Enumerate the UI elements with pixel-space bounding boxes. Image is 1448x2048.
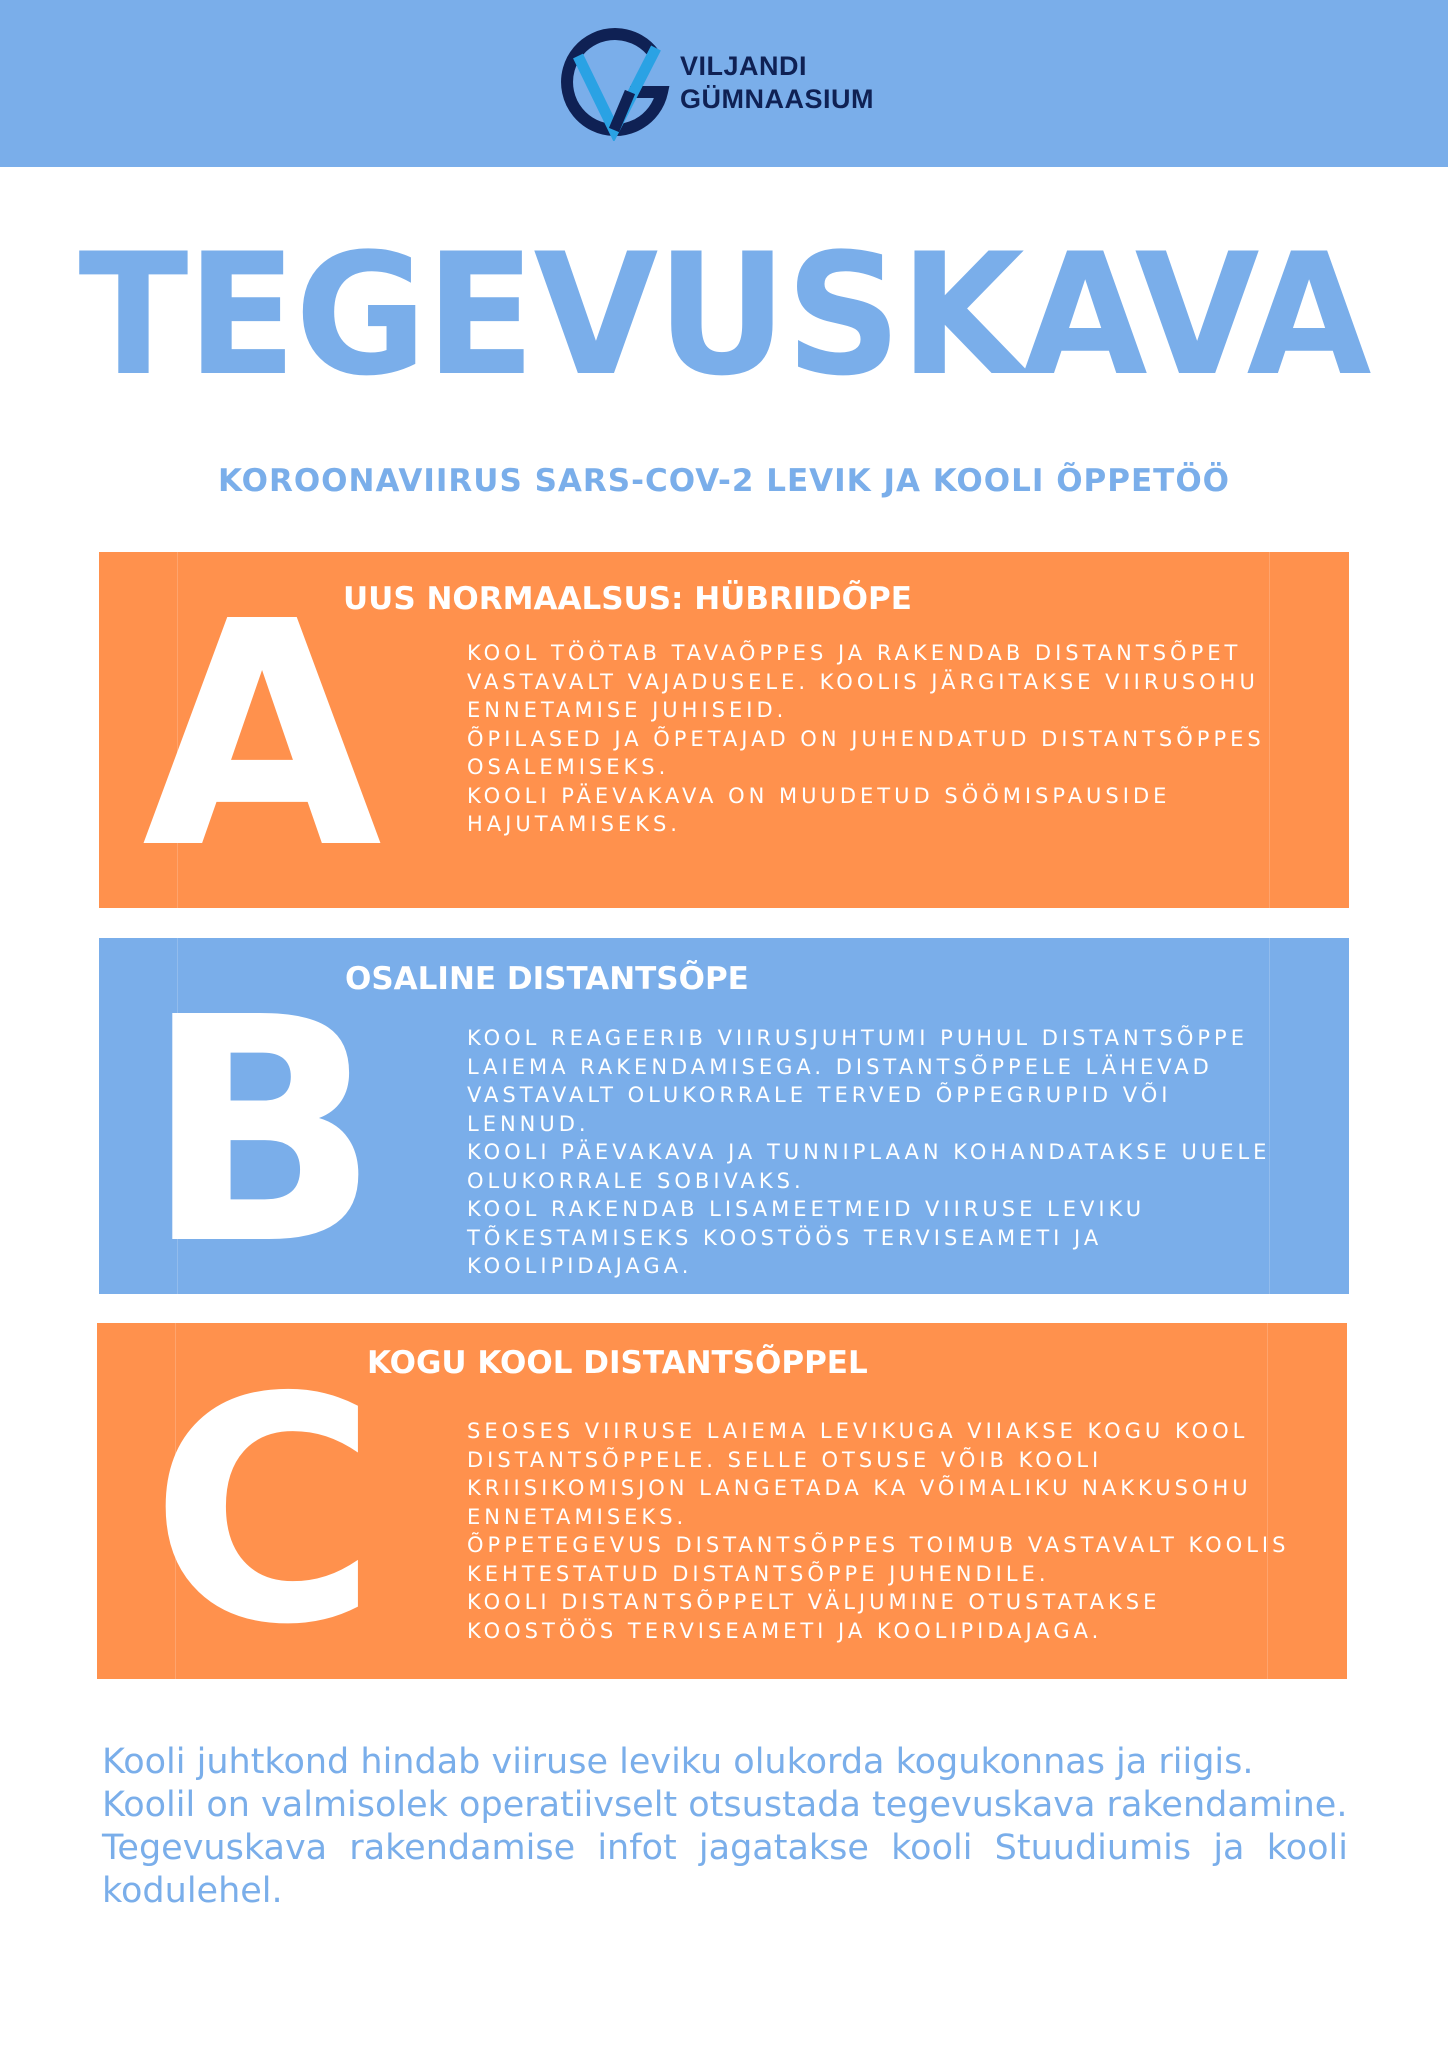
level-c-line: ÕPPETEGEVUS DISTANTSÕPPES TOIMUB VASTAVALT KOOLIS	[467, 1533, 1290, 1557]
footer-paragraph-3: Tegevuskava rakendamise infot jagatakse kooli Stuudiumis ja kooli kodulehel.	[102, 1828, 1348, 1911]
level-c-line: SEOSES VIIRUSE LAIEMA LEVIKUGA VIIAKSE KOGU KOOL	[467, 1419, 1249, 1443]
page-subtitle: KOROONAVIIRUS SARS-COV-2 LEVIK JA KOOLI ÕPPETÖÖ	[217, 463, 1231, 499]
level-a-line: OSALEMISEKS.	[467, 755, 670, 779]
level-a-line: HAJUTAMISEKS.	[467, 812, 681, 836]
level-b-letter: B	[143, 952, 381, 1313]
level-b-line: KOOL REAGEERIB VIIRUSJUHTUMI PUHUL DISTANTSÕPPE	[467, 1026, 1248, 1050]
level-b-line: VASTAVALT OLUKORRALE TERVED ÕPPEGRUPID VÕI	[467, 1083, 1172, 1107]
level-c-line: ENNETAMISEKS.	[467, 1504, 688, 1529]
level-c-line: KEHTESTATUD DISTANTSÕPPE JUHENDILE.	[467, 1561, 1050, 1586]
level-b-line: KOOLI PÄEVAKAVA JA TUNNIPLAAN KOHANDATAKSE UUELE	[467, 1140, 1271, 1164]
level-b-line: OLUKORRALE SOBIVAKS.	[467, 1168, 805, 1193]
level-c-panel	[97, 1323, 1347, 1693]
level-c-letter: C	[150, 1332, 378, 1693]
header-band	[0, 0, 1448, 167]
page-title: TEGEVUSKAVA	[78, 217, 1370, 413]
vg-monogram-logo-icon	[558, 26, 673, 141]
school-logo[interactable]	[558, 26, 898, 141]
level-a-line: ÕPILASED JA ÕPETAJAD ON JUHENDATUD DISTANTSÕPPES	[467, 726, 1265, 751]
level-c-line: KOOSTÖÖS TERVISEAMETI JA KOOLIPIDAJAGA.	[467, 1618, 1103, 1643]
level-c-body	[467, 1417, 1297, 1645]
level-c-heading: KOGU KOOL DISTANTSÕPPEL	[367, 1345, 868, 1381]
level-c-line: DISTANTSÕPPELE. SELLE OTSUSE VÕIB KOOLI	[467, 1447, 1103, 1472]
level-b-line: LENNUD.	[467, 1111, 590, 1136]
level-b-heading: OSALINE DISTANTSÕPE	[345, 961, 749, 997]
level-c-line: KOOLI DISTANTSÕPPELT VÄLJUMINE OTUSTATAKSE	[467, 1590, 1161, 1614]
level-a-line: ENNETAMISE JUHISEID.	[467, 698, 788, 722]
level-a-line: KOOL TÖÖTAB TAVAÕPPES JA RAKENDAB DISTANTSÕPET	[467, 641, 1242, 665]
footer-text	[102, 1741, 1348, 1913]
logo-line-1: VILJANDI	[680, 51, 808, 81]
level-a-line: VASTAVALT VAJADUSELE. KOOLIS JÄRGITAKSE VIIRUSOHU	[467, 669, 1259, 694]
logo-wordmark	[680, 50, 874, 116]
level-a-body	[467, 639, 1297, 839]
footer-paragraph-1: Kooli juhtkond hindab viiruse leviku olukorda kogukonnas ja riigis.	[102, 1742, 1254, 1782]
level-b-panel	[99, 938, 1349, 1313]
level-b-line: KOOLIPIDAJAGA.	[467, 1254, 693, 1278]
logo-line-2: GÜMNAASIUM	[680, 84, 874, 114]
level-a-panel	[99, 552, 1349, 917]
level-a-line: KOOLI PÄEVAKAVA ON MUUDETUD SÖÖMISPAUSIDE	[467, 783, 1171, 808]
footer-paragraph-2: Koolil on valmisolek operatiivselt otsustada tegevuskava rakendamine.	[102, 1785, 1348, 1825]
level-c-line: KRIISIKOMISJON LANGETADA KA VÕIMALIKU NAKKUSOHU	[467, 1476, 1252, 1500]
level-b-body	[467, 1024, 1297, 1281]
level-a-letter: A	[142, 556, 382, 917]
level-b-line: LAIEMA RAKENDAMISEGA. DISTANTSÕPPELE LÄHEVAD	[467, 1054, 1213, 1079]
level-a-heading: UUS NORMAALSUS: HÜBRIIDÕPE	[343, 581, 912, 617]
level-b-line: KOOL RAKENDAB LISAMEETMEID VIIRUSE LEVIKU	[467, 1197, 1146, 1221]
level-b-line: TÕKESTAMISEKS KOOSTÖÖS TERVISEAMETI JA	[467, 1225, 1103, 1250]
